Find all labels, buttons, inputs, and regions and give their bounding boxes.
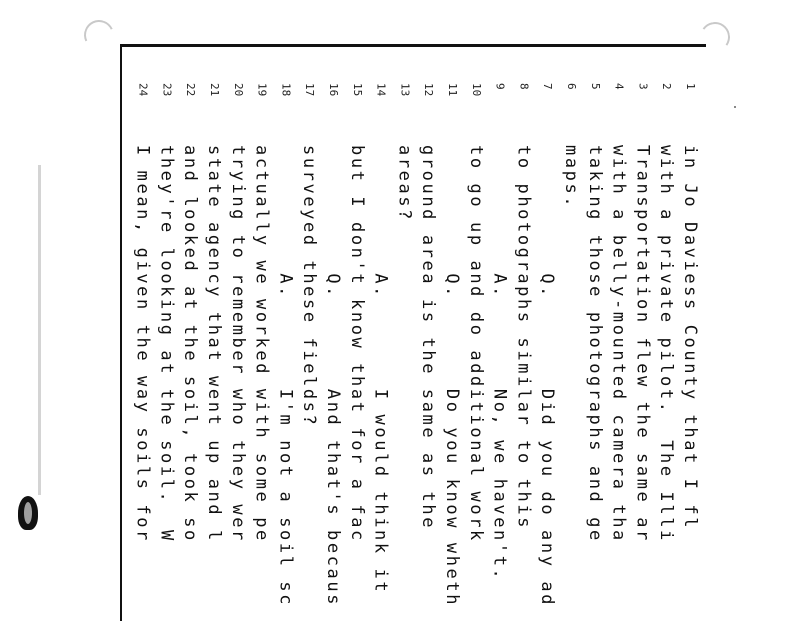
line-number: 8 xyxy=(517,83,531,90)
line-text: Q. And that's becaus xyxy=(323,145,343,608)
line-text: ground area is the same as the xyxy=(418,145,439,531)
line-number: 17 xyxy=(303,83,317,97)
line-text: to photographs similar to this xyxy=(513,145,534,531)
line-number: 11 xyxy=(446,83,459,97)
line-text: state agency that went up and l xyxy=(204,145,224,543)
line-number: 10 xyxy=(469,83,483,97)
line-text: they're looking at the soil. W xyxy=(156,145,177,543)
line-number: 9 xyxy=(493,83,507,90)
line-text: trying to remember who they wer xyxy=(227,145,248,543)
line-text: A. No, we haven't. xyxy=(489,145,510,582)
transcript-page xyxy=(120,44,706,621)
line-text: with a private pilot. The Illi xyxy=(656,145,677,543)
line-text: Transportation flew the same ar xyxy=(632,145,653,543)
line-number: 15 xyxy=(350,83,364,97)
line-number: 19 xyxy=(255,83,269,97)
scan-speck xyxy=(734,106,736,108)
line-text: A. I would think it xyxy=(370,145,391,595)
line-number: 6 xyxy=(565,83,578,90)
line-text: to go up and do additional work xyxy=(465,145,486,543)
line-number: 3 xyxy=(636,83,650,90)
line-number: 24 xyxy=(136,83,150,97)
line-number: 12 xyxy=(422,83,436,97)
binder-clip-mark xyxy=(18,496,38,530)
line-number: 7 xyxy=(541,83,555,90)
line-number: 21 xyxy=(208,83,221,97)
line-number: 4 xyxy=(612,83,626,90)
line-text: A. I'm not a soil sc xyxy=(275,145,296,608)
line-number: 13 xyxy=(398,83,412,97)
line-text: I mean, given the way soils for xyxy=(132,145,153,543)
punch-hole-left xyxy=(80,16,118,54)
line-text: in Jo Daviess County that I fl xyxy=(680,145,700,531)
line-number: 18 xyxy=(279,83,293,97)
line-text: taking those photographs and ge xyxy=(584,145,605,543)
line-text: areas? xyxy=(394,145,415,223)
line-number: 22 xyxy=(184,83,198,97)
line-text: actually we worked with some pe xyxy=(251,145,272,543)
line-text: surveyed these fields? xyxy=(299,145,320,428)
line-text: Q. Do you know wheth xyxy=(442,145,462,608)
line-text: but I don't know that for a fac xyxy=(346,145,367,543)
line-number: 5 xyxy=(588,83,602,90)
line-number: 2 xyxy=(660,83,674,90)
line-number: 14 xyxy=(374,83,388,97)
line-number: 23 xyxy=(160,83,174,97)
line-text: maps. xyxy=(561,145,581,210)
line-number: 1 xyxy=(684,83,697,90)
line-text: and looked at the soil, took so xyxy=(180,145,201,543)
line-text: with a belly-mounted camera tha xyxy=(608,145,629,543)
scan-margin-shadow xyxy=(38,165,41,495)
line-number: 20 xyxy=(231,83,245,97)
line-text: Q. Did you do any ad xyxy=(537,145,558,608)
line-number: 16 xyxy=(327,83,340,97)
